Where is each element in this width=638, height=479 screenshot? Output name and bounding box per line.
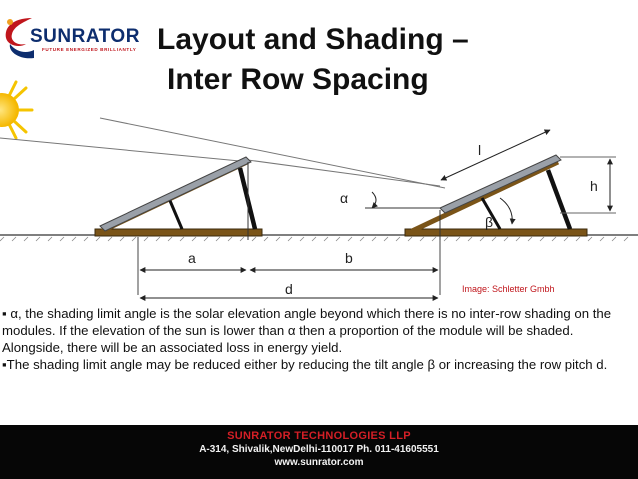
d-label: d — [285, 281, 293, 297]
h-dimension — [560, 157, 616, 213]
footer-website: www.sunrator.com — [274, 457, 364, 468]
sunrator-logo — [2, 14, 138, 62]
a-label: a — [188, 250, 196, 266]
footer-address: A-314, Shivalik,NewDelhi-110017 Ph. 011-41605551 — [199, 444, 439, 455]
l-label: l — [478, 142, 482, 158]
title-line-1: Layout and Shading – — [157, 23, 469, 56]
alpha-angle-marker — [365, 192, 440, 208]
sun-rays — [0, 118, 445, 188]
footer-bar — [0, 425, 638, 479]
slide-title — [130, 20, 580, 100]
b-label: b — [345, 250, 353, 266]
panel-row-1 — [95, 157, 262, 240]
bullet-1: ▪ α, the shading limit angle is the solar elevation angle beyond which there is no inter-row shading on the modules. If the elevation of the sun is lower than α then a proportion of the module will be shaded. Alongside, there will be an associated loss in energy yield. — [2, 306, 612, 355]
logo-brand-text: SUNRATOR — [30, 26, 140, 47]
inter-row-spacing-diagram — [0, 100, 638, 305]
h-label: h — [590, 178, 598, 194]
image-credit: Image: Schletter Gmbh — [462, 284, 555, 294]
title-line-2: Inter Row Spacing — [167, 63, 429, 96]
logo-tagline: FUTURE ENERGIZED BRILLIANTLY — [42, 47, 137, 52]
bullet-2: ▪The shading limit angle may be reduced either by reducing the tilt angle β or increasing the row pitch d. — [2, 357, 608, 372]
alpha-label: α — [340, 190, 349, 206]
bullet-text — [2, 305, 636, 373]
footer-company: SUNRATOR TECHNOLOGIES LLP — [227, 430, 411, 442]
beta-angle-marker — [500, 198, 512, 224]
beta-label: β — [485, 214, 494, 230]
panel-row-2 — [405, 155, 587, 240]
